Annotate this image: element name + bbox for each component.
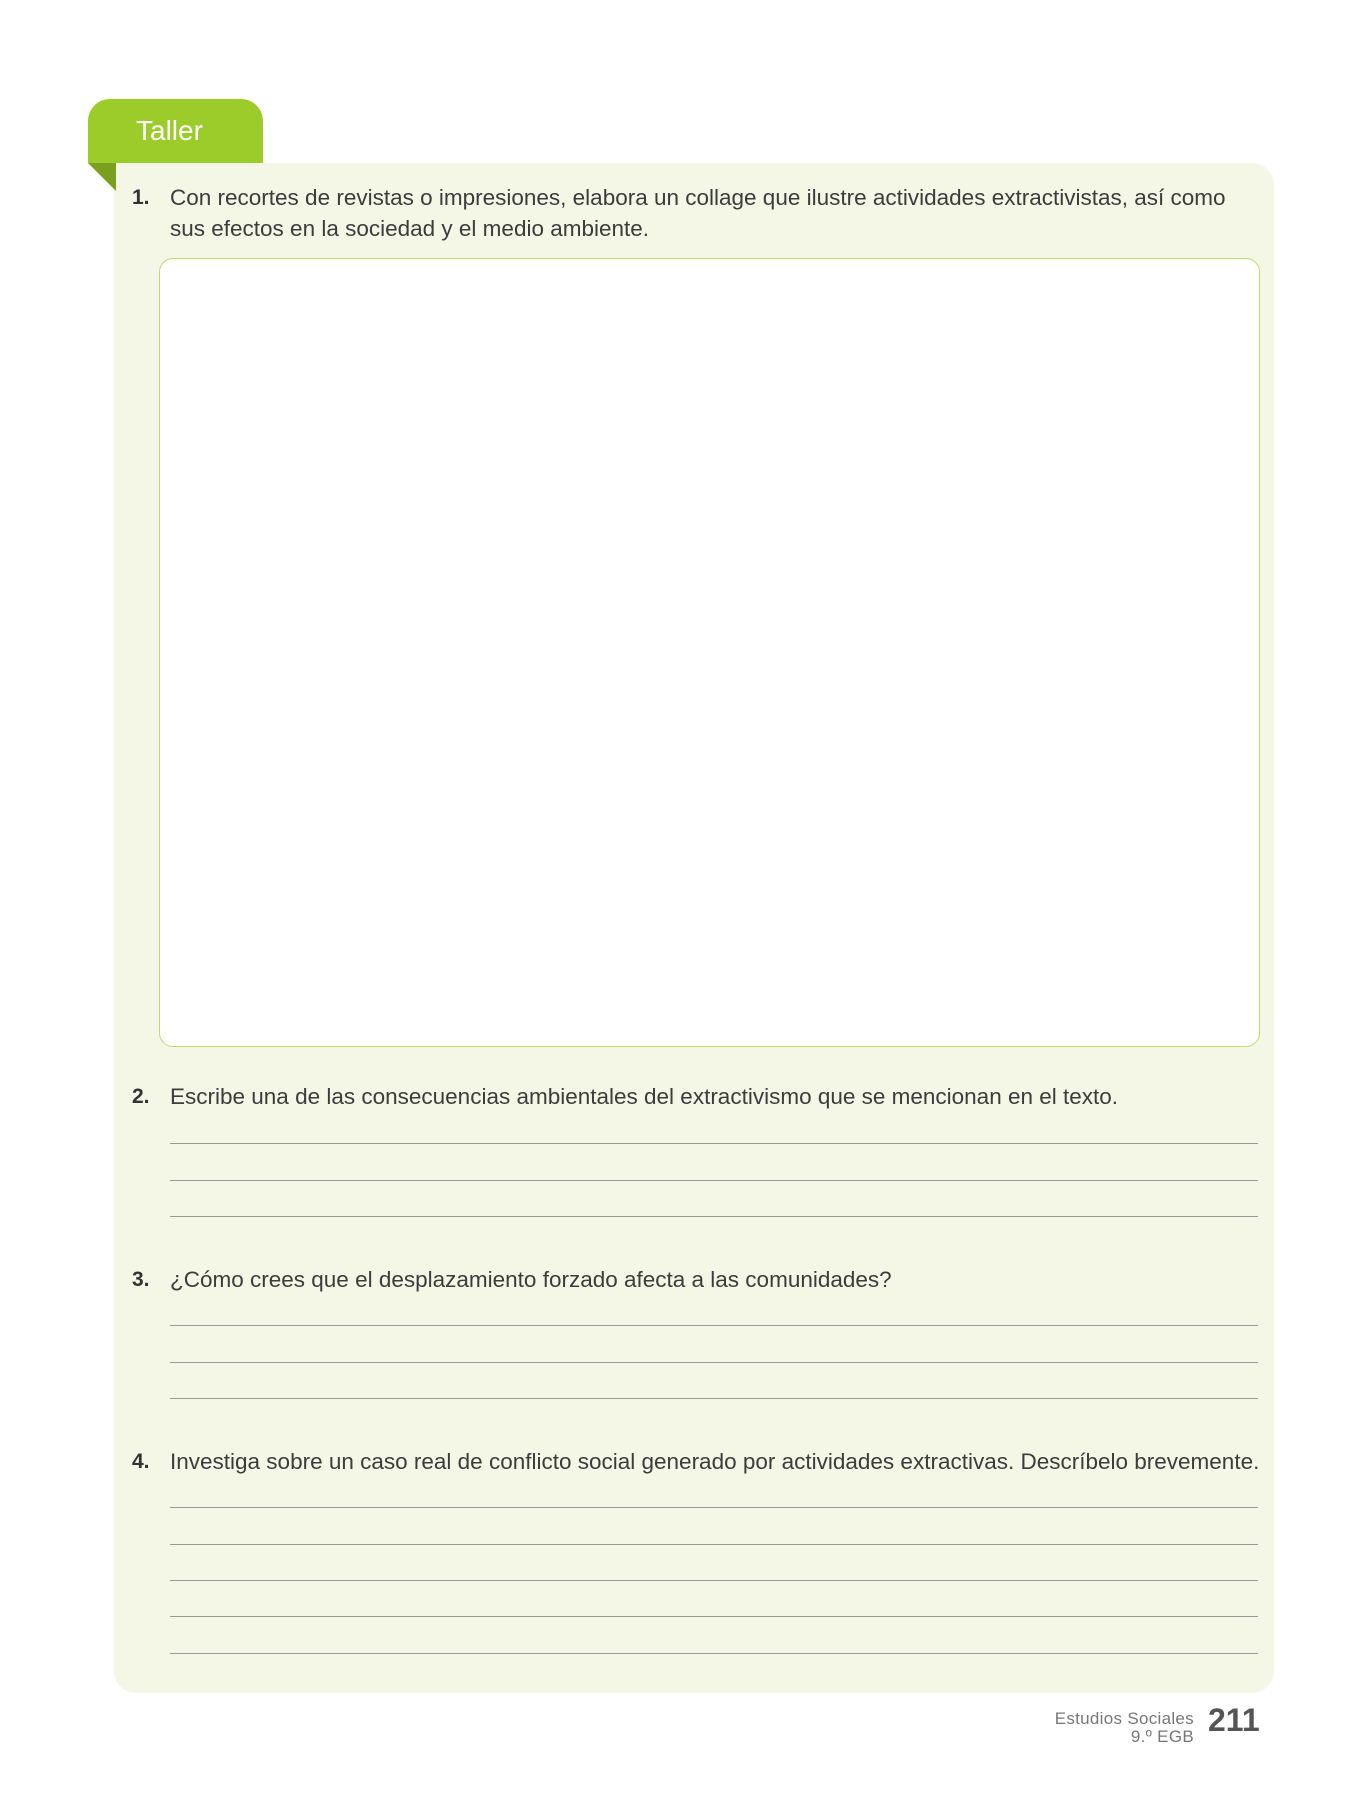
answer-line[interactable]	[170, 1653, 1258, 1654]
question-3-number: 3.	[132, 1268, 150, 1291]
answer-line[interactable]	[170, 1398, 1258, 1399]
page-number: 211	[1208, 1702, 1260, 1738]
collage-answer-box[interactable]	[159, 258, 1260, 1047]
answer-line[interactable]	[170, 1544, 1258, 1545]
answer-line[interactable]	[170, 1216, 1258, 1217]
answer-line[interactable]	[170, 1580, 1258, 1581]
question-4-number: 4.	[132, 1450, 150, 1473]
answer-line[interactable]	[170, 1362, 1258, 1363]
answer-line[interactable]	[170, 1507, 1258, 1508]
question-3-text: ¿Cómo crees que el desplazamiento forzado afecta a las comunidades?	[170, 1267, 892, 1292]
question-2-number: 2.	[132, 1085, 150, 1108]
footer-grade: 9.º EGB	[1130, 1727, 1194, 1746]
question-4-text: Investiga sobre un caso real de conflicto social generado por actividades extractivas. Descríbelo brevemente.	[170, 1449, 1260, 1474]
answer-line[interactable]	[170, 1143, 1258, 1144]
question-2-text: Escribe una de las consecuencias ambientales del extractivismo que se mencionan en el texto.	[170, 1084, 1119, 1109]
question-1-number: 1.	[132, 186, 150, 209]
answer-line[interactable]	[170, 1325, 1258, 1326]
section-tab-taller	[88, 99, 263, 163]
footer-subject-name: Estudios Sociales	[1054, 1709, 1194, 1728]
footer-subject	[1055, 1710, 1194, 1746]
answer-line[interactable]	[170, 1180, 1258, 1181]
section-title: Taller	[136, 115, 203, 146]
answer-line[interactable]	[170, 1616, 1258, 1617]
tab-fold-decoration	[88, 163, 116, 191]
question-1-text: Con recortes de revistas o impresiones, elabora un collage que ilustre actividades extractivistas, así como sus efectos en la sociedad y el medio ambiente.	[170, 185, 1226, 241]
